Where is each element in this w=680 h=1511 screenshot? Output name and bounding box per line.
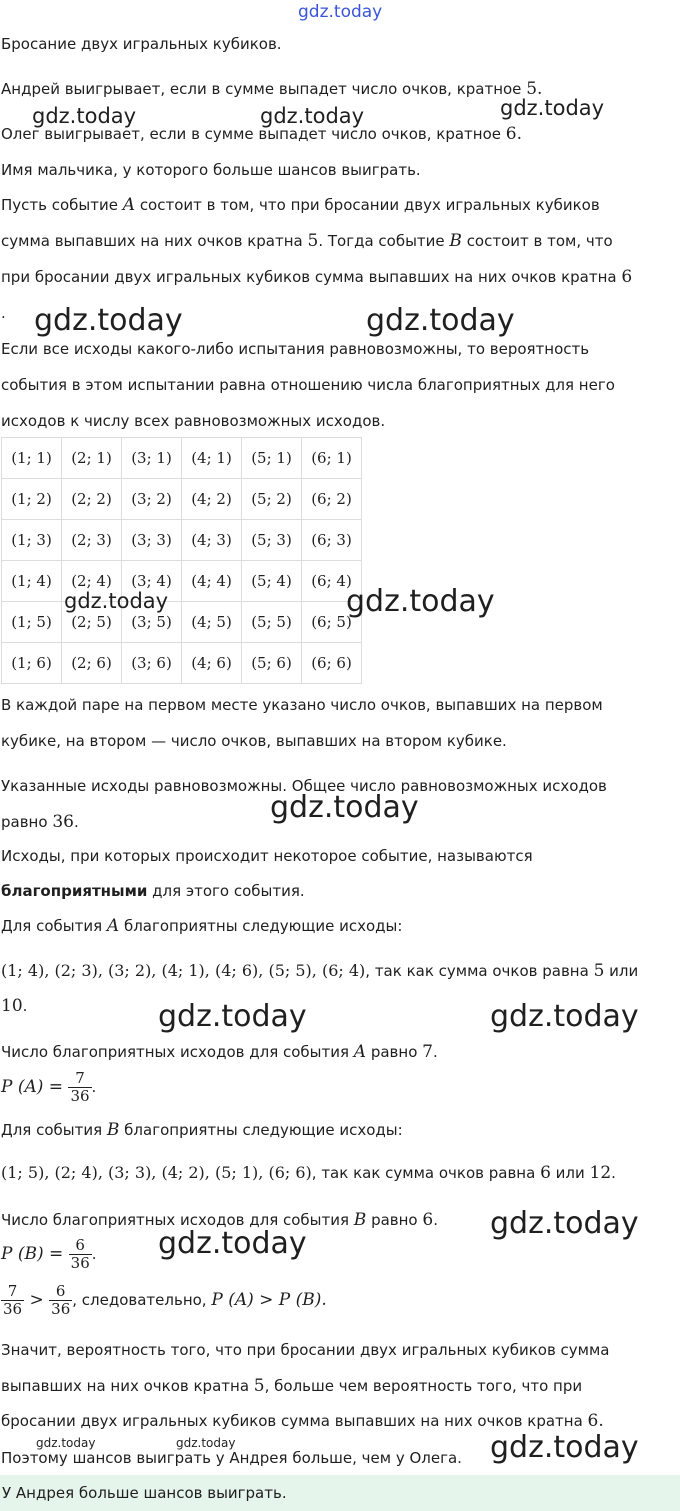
- table-cell: (4; 3): [182, 520, 242, 561]
- table-cell: (2; 2): [62, 479, 122, 520]
- event-a-count: Число благоприятных исходов для события A равно 7.: [1, 1042, 438, 1062]
- conclusion-line: Значит, вероятность того, что при бросании двух игральных кубиков сумма: [1, 1341, 610, 1359]
- condition-oleg: Олег выигрывает, если в сумме выпадет число очков, кратное 6.: [1, 124, 522, 144]
- answer-box: [0, 1475, 680, 1511]
- event-b-header: Для события B благоприятны следующие исходы:: [1, 1120, 403, 1140]
- fraction: $\frac{6}{36}$: [51, 1282, 71, 1318]
- watermark: gdz.today: [32, 104, 137, 128]
- watermark-small: gdz.today: [176, 1436, 236, 1450]
- event-b-count: Число благоприятных исходов для события B равно 6.: [1, 1210, 438, 1230]
- table-cell: (5; 1): [242, 438, 302, 479]
- table-cell: (1; 3): [2, 520, 62, 561]
- table-cell: (3; 3): [122, 520, 182, 561]
- fraction: $\frac{6}{36}$: [70, 1236, 90, 1272]
- table-row: [2, 438, 362, 479]
- watermark: gdz.today: [346, 584, 495, 619]
- table-cell: (4; 4): [182, 561, 242, 602]
- explanation-line: кубике, на втором — число очков, выпавших на втором кубике.: [1, 732, 507, 750]
- table-cell: (5; 4): [242, 561, 302, 602]
- explanation-line: Исходы, при которых происходит некоторое событие, называются: [1, 847, 533, 865]
- event-b-outcomes: (1; 5), (2; 4), (3; 3), (4; 2), (5; 1), (6; 6), так как сумма очков равна 6 или 12.: [1, 1163, 616, 1183]
- outcomes-table: [1, 437, 362, 684]
- watermark: gdz.today: [270, 790, 419, 825]
- table-cell: (2; 4): [62, 561, 122, 602]
- comparison: $\frac{7}{36}$ > $\frac{6}{36}$ , следовательно, P (A) > P (B).: [3, 1282, 327, 1318]
- table-cell: (3; 2): [122, 479, 182, 520]
- table-cell: (1; 6): [2, 643, 62, 684]
- solution-line: сумма выпавших на них очков кратна 5. Тогда событие B состоит в том, что: [1, 231, 613, 251]
- watermark-small: gdz.today: [36, 1436, 96, 1450]
- table-cell: (4; 2): [182, 479, 242, 520]
- event-a-outcomes: (1; 4), (2; 3), (3; 2), (4; 1), (4; 6), (5; 5), (6; 4), так как сумма очков равна 5 или: [1, 961, 639, 981]
- answer-text: У Андрея больше шансов выиграть.: [2, 1484, 287, 1502]
- fraction: $\frac{7}{36}$: [3, 1282, 23, 1318]
- watermark: gdz.today: [158, 999, 307, 1034]
- fraction: $\frac{7}{36}$: [70, 1069, 90, 1105]
- table-row: [2, 479, 362, 520]
- watermark: gdz.today: [64, 589, 169, 613]
- table-cell: (6; 3): [302, 520, 362, 561]
- explanation-line: Указанные исходы равновозможны. Общее число равновозможных исходов: [1, 777, 607, 795]
- table-cell: (6; 1): [302, 438, 362, 479]
- table-cell: (2; 1): [62, 438, 122, 479]
- table-cell: (2; 3): [62, 520, 122, 561]
- table-cell: (1; 1): [2, 438, 62, 479]
- table-cell: (1; 4): [2, 561, 62, 602]
- table-cell: (6; 5): [302, 602, 362, 643]
- event-a-outcomes: 10.: [1, 996, 28, 1016]
- watermark: gdz.today: [34, 303, 183, 338]
- solution-line: при бросании двух игральных кубиков сумма выпавших на них очков кратна 6: [1, 267, 633, 287]
- explanation-line: В каждой паре на первом месте указано число очков, выпавших на первом: [1, 696, 603, 714]
- conclusion-line: бросании двух игральных кубиков сумма выпавших на них очков кратна 6.: [1, 1411, 604, 1431]
- table-cell: (3; 4): [122, 561, 182, 602]
- table-cell: (5; 3): [242, 520, 302, 561]
- condition-andrey: Андрей выигрывает, если в сумме выпадет число очков, кратное 5.: [1, 79, 543, 99]
- table-cell: (2; 5): [62, 602, 122, 643]
- table-cell: (1; 2): [2, 479, 62, 520]
- definition-line: исходов к числу всех равновозможных исходов.: [1, 412, 386, 430]
- table-cell: (3; 5): [122, 602, 182, 643]
- watermark: gdz.today: [260, 104, 365, 128]
- watermark: gdz.today: [366, 303, 515, 338]
- conclusion-line: выпавших на них очков кратна 5, больше чем вероятность того, что при: [1, 1376, 583, 1396]
- table-cell: (5; 6): [242, 643, 302, 684]
- solution-line: Пусть событие A состоит в том, что при бросании двух игральных кубиков: [1, 195, 600, 215]
- table-cell: (4; 6): [182, 643, 242, 684]
- explanation-line: благоприятными для этого события.: [1, 882, 305, 900]
- table-row: [2, 643, 362, 684]
- table-cell: (3; 1): [122, 438, 182, 479]
- table-cell: (6; 4): [302, 561, 362, 602]
- table-cell: (5; 2): [242, 479, 302, 520]
- table-row: [2, 602, 362, 643]
- definition-line: Если все исходы какого-либо испытания равновозможны, то вероятность: [1, 340, 590, 358]
- explanation-line: равно 36.: [1, 812, 79, 832]
- solution-line: .: [1, 304, 6, 322]
- table-cell: (1; 5): [2, 602, 62, 643]
- table-cell: (4; 5): [182, 602, 242, 643]
- watermark: gdz.today: [490, 1430, 639, 1465]
- event-a-header: Для события A благоприятны следующие исходы:: [1, 916, 403, 936]
- definition-line: события в этом испытании равна отношению числа благоприятных для него: [1, 376, 615, 394]
- table-cell: (4; 1): [182, 438, 242, 479]
- problem-title: Бросание двух игральных кубиков.: [1, 35, 282, 53]
- watermark: gdz.today: [490, 999, 639, 1034]
- table-cell: (3; 6): [122, 643, 182, 684]
- table-cell: (2; 6): [62, 643, 122, 684]
- table-row: [2, 520, 362, 561]
- probability-a: P (A) = $\frac{7}{36}$ .: [1, 1069, 97, 1105]
- watermark: gdz.today: [158, 1226, 307, 1261]
- watermark-top: gdz.today: [298, 2, 383, 22]
- conclusion-line: Поэтому шансов выиграть у Андрея больше, чем у Олега.: [1, 1449, 462, 1467]
- probability-b: P (B) = $\frac{6}{36}$ .: [1, 1236, 97, 1272]
- table-cell: (6; 2): [302, 479, 362, 520]
- table-cell: (5; 5): [242, 602, 302, 643]
- table-row: [2, 561, 362, 602]
- watermark: gdz.today: [500, 96, 605, 120]
- watermark: gdz.today: [490, 1206, 639, 1241]
- table-cell: (6; 6): [302, 643, 362, 684]
- question: Имя мальчика, у которого больше шансов выиграть.: [1, 161, 421, 179]
